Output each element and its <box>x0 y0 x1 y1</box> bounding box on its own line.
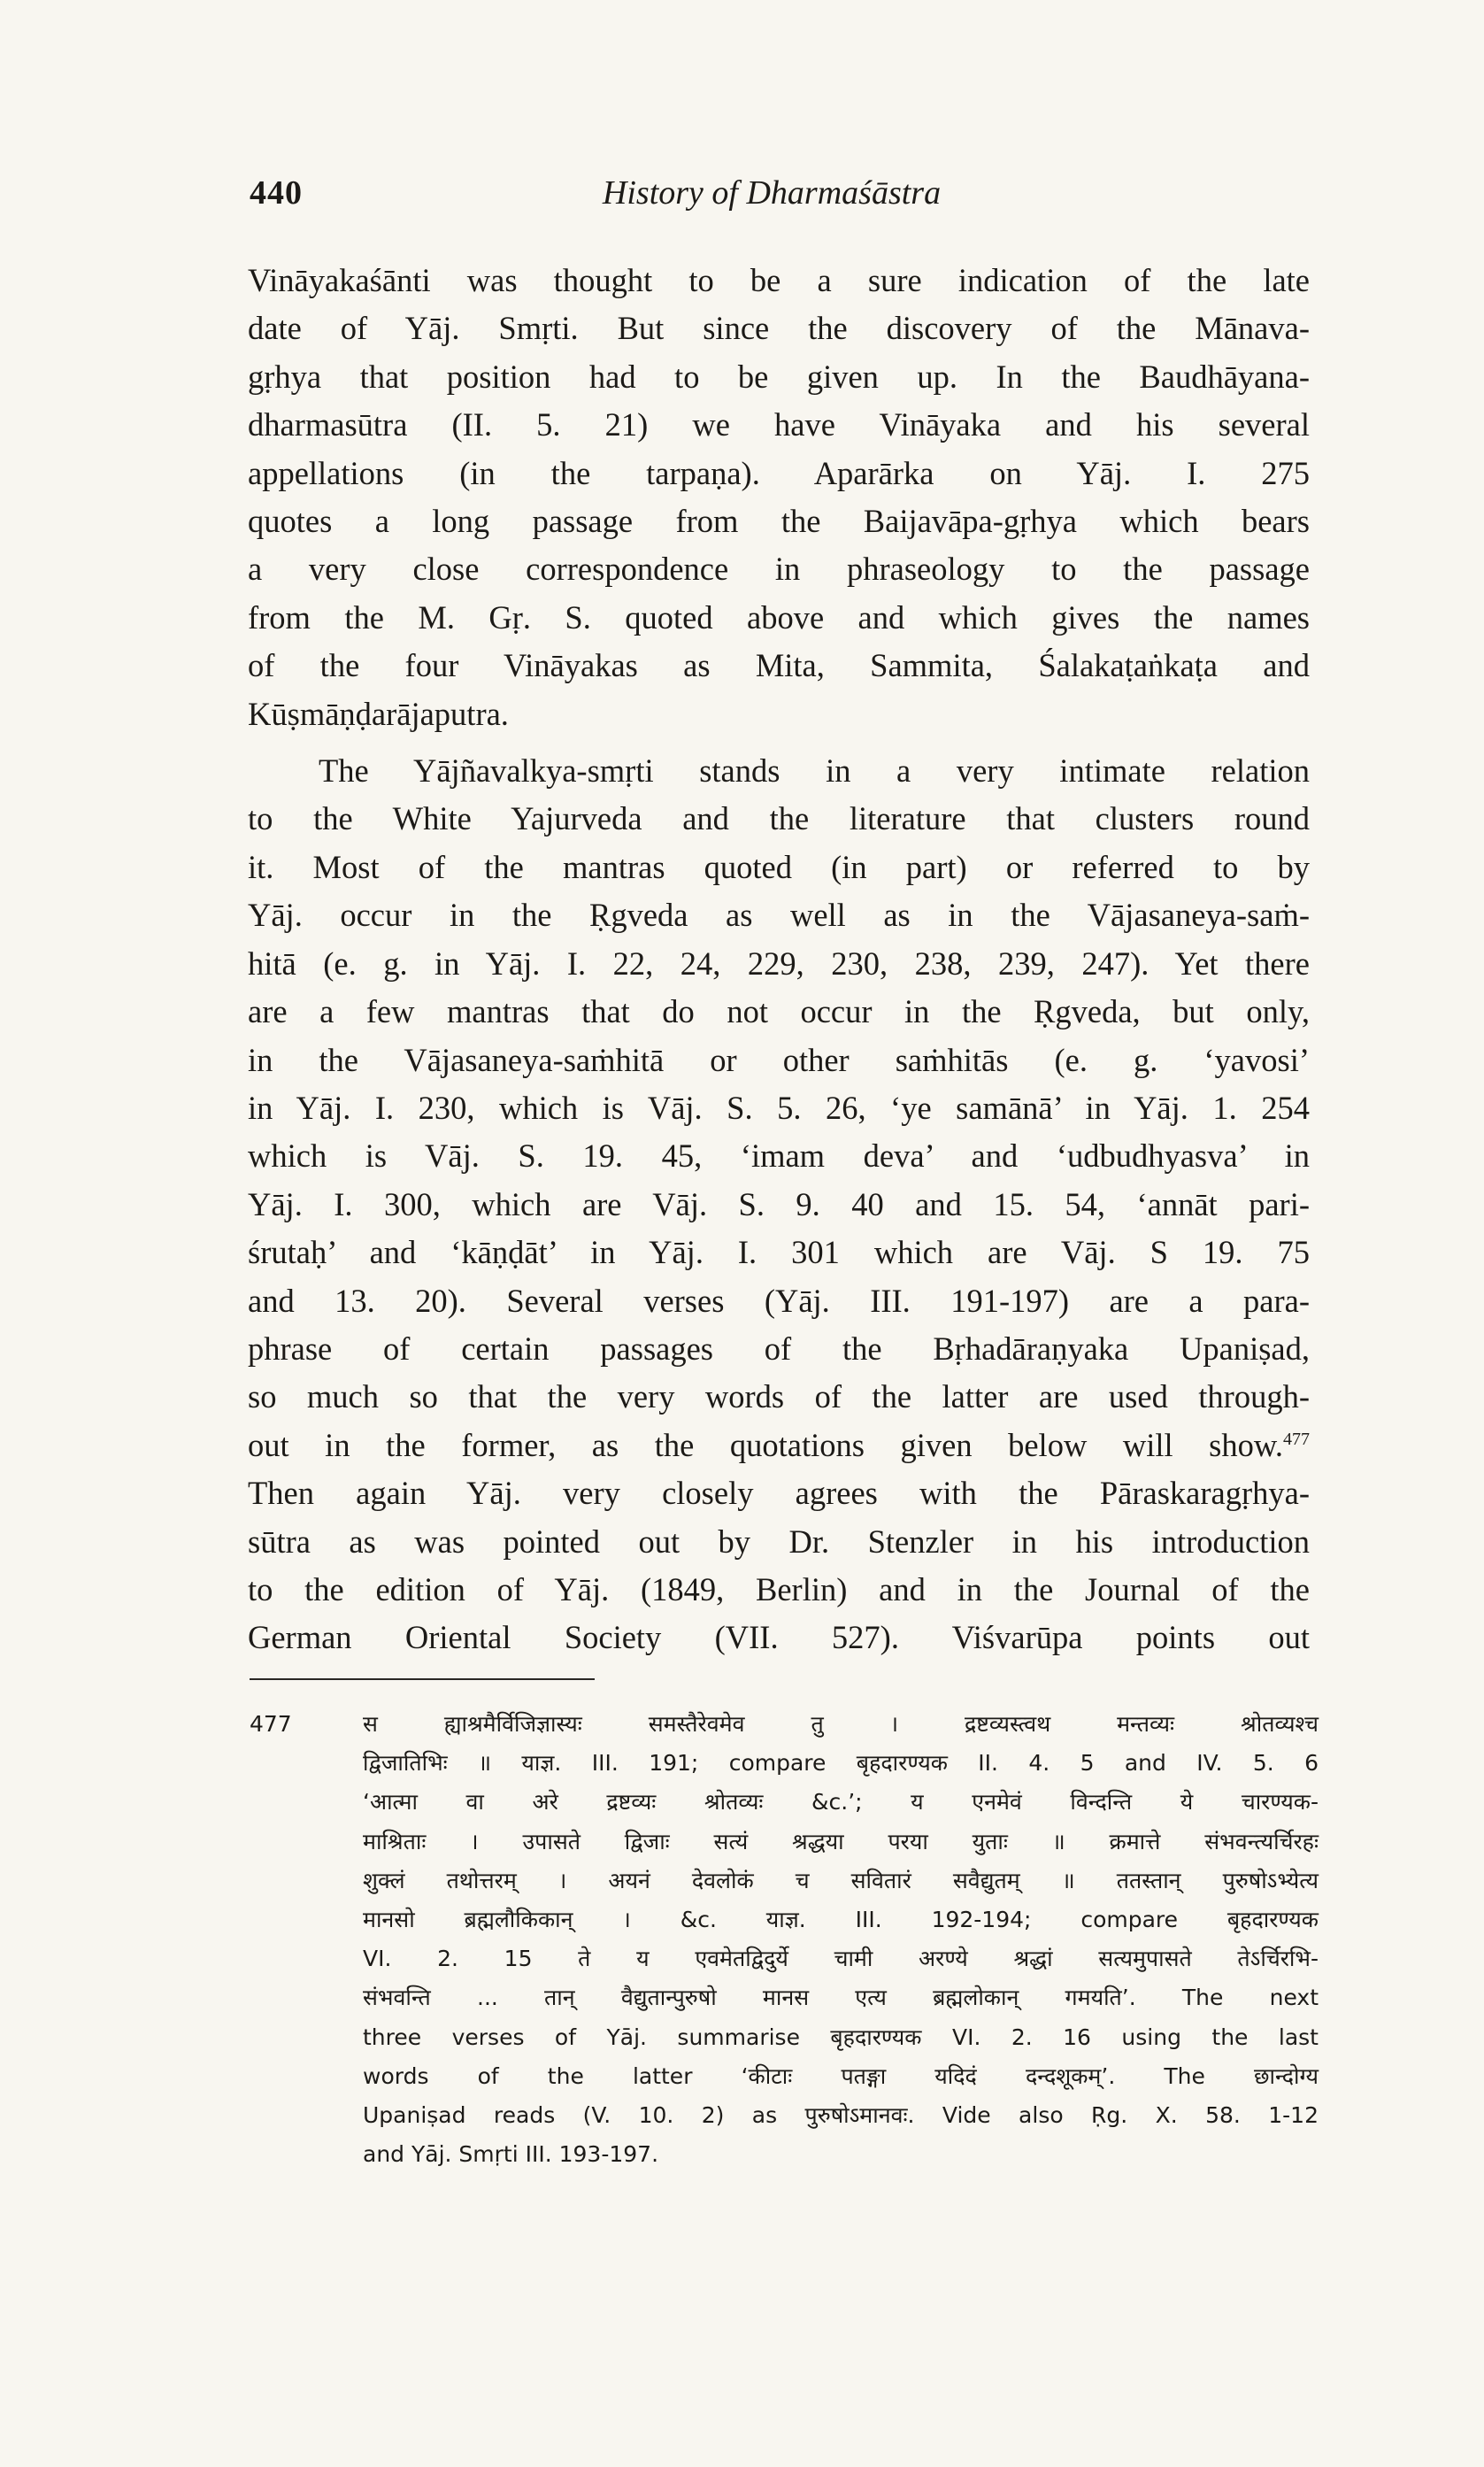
footnote-text <box>363 1705 1319 2174</box>
text-line: hitā (e. g. in Yāj. I. 22, 24, 229, 230, 238, 239, 247). Yet there <box>248 944 1310 982</box>
text-line: gṛhya that position had to be given up. In the Baudhāyana- <box>248 358 1310 395</box>
text-line: in the Vājasaneya-saṁhitā or other saṁhitās (e. g. ‘yavosi’ <box>248 1041 1310 1078</box>
paragraph-2 <box>248 747 1310 1662</box>
text-line: to the edition of Yāj. (1849, Berlin) and in the Journal of the <box>248 1570 1310 1607</box>
text-line-with-footnote-ref <box>248 1422 1310 1469</box>
text-line: Yāj. I. 300, which are Vāj. S. 9. 40 and 15. 54, ‘annāt pari- <box>248 1185 1310 1222</box>
footnote-line: स ह्याश्रमैर्विजिज्ञास्यः समस्तैरेवमेव तु । द्रष्टव्यस्त्वथ मन्तव्यः श्रोतव्यश्च <box>363 1711 1319 1737</box>
footnote-line: ‘आत्मा वा अरे द्रष्टव्यः श्रोतव्यः &c.’; य एनमेवं विन्दन्ति ये चारण्यक- <box>363 1789 1319 1816</box>
text-line: a very close correspondence in phraseology to the passage <box>248 551 1310 588</box>
footnote-line: संभवन्ति ... तान् वैद्युतान्पुरुषो मानस एत्य ब्रह्मलोकान् गमयति’. The next <box>363 1985 1319 2011</box>
text-line: it. Most of the mantras quoted (in part) or referred to by <box>248 848 1310 885</box>
footnote-divider <box>250 1678 595 1680</box>
footnote-line: and Yāj. Smṛti III. 193-197. <box>363 2141 659 2168</box>
text-line: Vināyakaśānti was thought to be a sure indication of the late <box>248 262 1310 298</box>
text-line: German Oriental Society (VII. 527). Viśvarūpa points out <box>248 1619 1310 1656</box>
running-title: History of Dharmaśāstra <box>602 174 942 212</box>
text-line: so much so that the very words of the latter are used through- <box>248 1378 1310 1415</box>
text-line: quotes a long passage from the Baijavāpa-gṛhya which bears <box>248 503 1310 540</box>
footnote-line: VI. 2. 15 ते य एवमेतद्विदुर्ये चामी अरण्ये श्रद्धां सत्यमुपासते तेऽर्चिरभि- <box>363 1946 1319 1972</box>
footnote-line: Upaniṣad reads (V. 10. 2) as पुरुषोऽमानवः. Vide also Ṛg. X. 58. 1-12 <box>363 2102 1319 2129</box>
text-line: from the M. Gṛ. S. quoted above and which gives the names <box>248 598 1310 636</box>
text-line: phrase of certain passages of the Bṛhadāraṇyaka Upaniṣad, <box>248 1330 1310 1367</box>
footnote-reference[interactable]: 477 <box>1283 1429 1310 1449</box>
page-number: 440 <box>250 174 303 212</box>
footnote-line: माश्रिताः । उपासते द्विजाः सत्यं श्रद्धया परया युताः ॥ क्रमात्ते संभवन्त्यर्चिरहः <box>363 1828 1319 1854</box>
text-line: dharmasūtra (II. 5. 21) we have Vināyaka and his several <box>248 406 1310 443</box>
paragraph-1 <box>248 257 1310 738</box>
text-line: Yāj. occur in the Ṛgveda as well as in the Vājasaneya-saṁ- <box>248 897 1310 934</box>
footnote-line: three verses of Yāj. summarise बृहदारण्यक VI. 2. 16 using the last <box>363 2024 1319 2050</box>
text-line: which is Vāj. S. 19. 45, ‘imam deva’ and ‘udbudhyasva’ in <box>248 1137 1310 1175</box>
text-line: The Yājñavalkya-smṛti stands in a very intimate relation <box>319 752 1310 790</box>
footnote-line: द्विजातिभिः ॥ याज्ञ. III. 191; compare बृहदारण्यक II. 4. 5 and IV. 5. 6 <box>363 1750 1319 1777</box>
footnote-line: मानसो ब्रह्मलौकिकान् । &c. याज्ञ. III. 192-194; compare बृहदारण्यक <box>363 1907 1319 1933</box>
text-line: Kūṣmāṇḍarājaputra. <box>248 695 509 732</box>
footnote-line: words of the latter ‘कीटाः पतङ्गा यदिदं दन्दशूकम्’. The छान्दोग्य <box>363 2062 1319 2089</box>
text-line: to the White Yajurveda and the literature that clusters round <box>248 800 1310 837</box>
text-line: śrutaḥ’ and ‘kāṇḍāt’ in Yāj. I. 301 which are Vāj. S 19. 75 <box>248 1234 1310 1271</box>
text-line: are a few mantras that do not occur in the Ṛgveda, but only, <box>248 993 1310 1030</box>
text-line-content: out in the former, as the quotations given below will show. <box>248 1426 1283 1463</box>
footnote-number: 477 <box>250 1711 292 1737</box>
main-text <box>248 257 1310 1662</box>
text-line: Then again Yāj. very closely agrees with the Pāraskaragṛhya- <box>248 1475 1310 1512</box>
text-line: and 13. 20). Several verses (Yāj. III. 191-197) are a para- <box>248 1282 1310 1319</box>
text-line: sūtra as was pointed out by Dr. Stenzler in his introduction <box>248 1523 1310 1560</box>
text-line: in Yāj. I. 230, which is Vāj. S. 5. 26, ‘ye samānā’ in Yāj. 1. 254 <box>248 1089 1310 1126</box>
footnote-line: शुक्लं तथोत्तरम् । अयनं देवलोकं च सवितारं सवैद्युतम् ॥ ततस्तान् पुरुषोऽभ्येत्य <box>363 1867 1319 1893</box>
text-line: of the four Vināyakas as Mita, Sammita, Śalakaṭaṅkaṭa and <box>248 647 1310 684</box>
text-line: date of Yāj. Smṛti. But since the discovery of the Mānava- <box>248 310 1310 347</box>
page-header <box>250 173 1276 235</box>
text-line: appellations (in the tarpaṇa). Aparārka on Yāj. I. 275 <box>248 454 1310 491</box>
